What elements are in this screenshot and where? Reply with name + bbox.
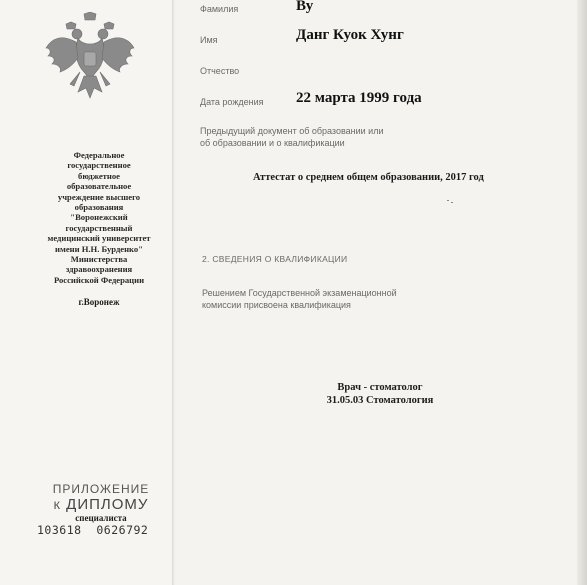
surname-value: Ву — [296, 0, 314, 14]
city: г.Воронеж — [78, 297, 120, 307]
institution-line: "Воронежский — [70, 212, 128, 223]
scan-speck — [451, 202, 453, 203]
appendix-type: специалиста — [75, 513, 127, 523]
previous-doc-label-line: Предыдущий документ об образовании или — [200, 126, 384, 136]
page-fold — [172, 0, 175, 585]
institution-name — [34, 150, 164, 285]
previous-doc-label-line: об образовании и о квалификации — [200, 137, 345, 148]
institution-line: Федеральное — [73, 150, 125, 160]
patronymic-label: Отчество — [200, 66, 240, 76]
institution-line: медицинский университет — [47, 233, 151, 244]
appendix-title: ПРИЛОЖЕНИЕ — [52, 482, 150, 496]
specialty-value: 31.05.03 Стоматология — [326, 395, 434, 406]
commission-decision-line: комиссии присвоена квалификация — [202, 299, 351, 310]
surname-label: Фамилия — [200, 4, 239, 14]
previous-doc-value: Аттестат о среднем общем образовании, 2017 год — [253, 172, 484, 183]
page-edge-shadow — [577, 0, 587, 585]
commission-decision-line: Решением Государственной экзаменационной — [202, 288, 397, 298]
institution-line: учреждение высшего — [57, 191, 141, 202]
institution-line: бюджетное — [78, 170, 120, 181]
qualification-section-heading: 2. СВЕДЕНИЯ О КВАЛИФИКАЦИИ — [202, 254, 348, 264]
name-value: Данг Куок Хунг — [296, 27, 404, 43]
institution-line: государственный — [65, 222, 133, 233]
name-label: Имя — [200, 35, 218, 45]
serial-number: 103618 0626792 — [37, 523, 149, 537]
appendix-diploma — [40, 496, 162, 513]
institution-line: образования — [74, 202, 124, 213]
dob-label: Дата рождения — [200, 97, 264, 107]
qualification-block — [300, 381, 460, 407]
institution-line: Министерства — [70, 254, 128, 265]
previous-doc-label — [200, 126, 383, 149]
appendix-diploma-word: ДИПЛОМУ — [66, 496, 149, 513]
dob-value: 22 марта 1999 года — [296, 90, 422, 106]
institution-line: Российской Федерации — [53, 274, 145, 285]
commission-decision — [202, 288, 397, 311]
appendix-prefix: К — [53, 500, 61, 512]
scan-speck — [447, 200, 449, 201]
institution-line: здравоохранения — [65, 264, 133, 275]
institution-line: государственное — [67, 160, 131, 171]
institution-line: образовательное — [66, 181, 132, 192]
institution-line: имени Н.Н. Бурденко" — [55, 243, 143, 254]
qualification-value: Врач - стоматолог — [337, 382, 423, 393]
coat-of-arms-icon — [44, 12, 136, 108]
